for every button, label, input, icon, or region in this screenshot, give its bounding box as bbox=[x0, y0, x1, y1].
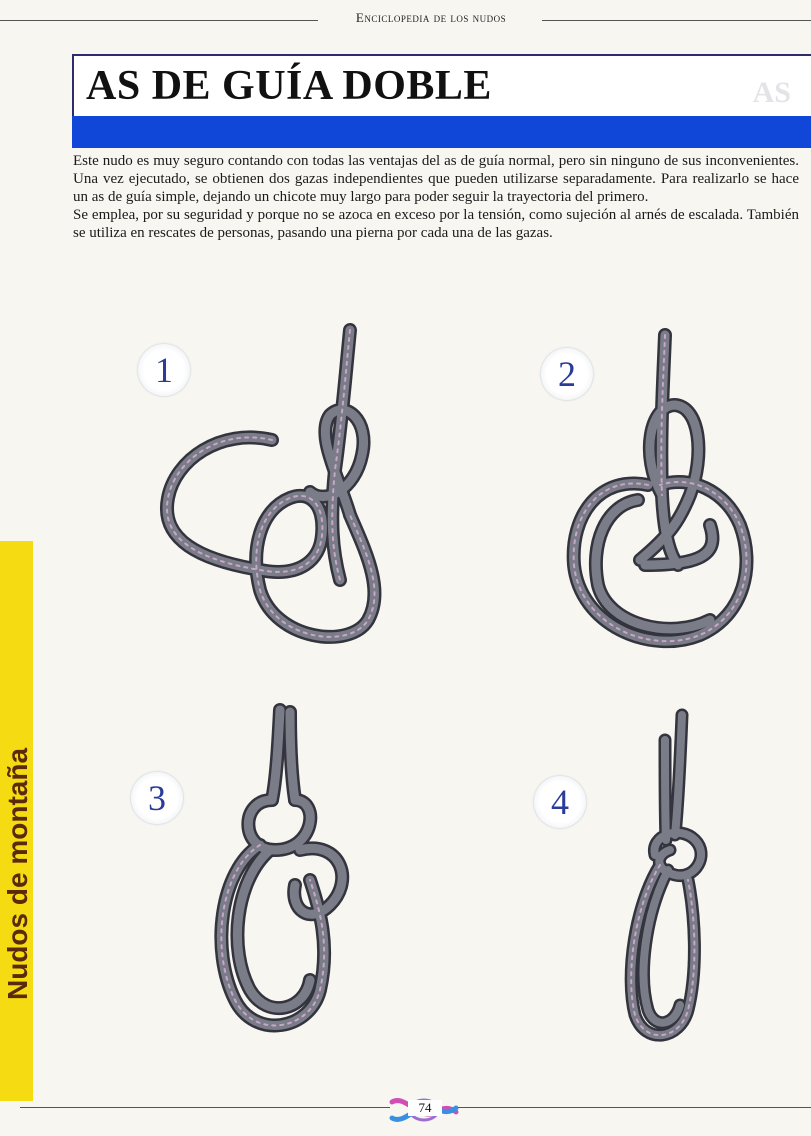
title-box bbox=[72, 54, 811, 118]
section-side-label: Nudos de montaña bbox=[2, 747, 33, 1000]
knot-step-1-illustration bbox=[150, 320, 390, 665]
description-paragraph-1: Este nudo es muy seguro contando con todas las ventajas del as de guía normal, pero sin ninguno de sus inconvenientes. Una vez ejecutado, se obtienen dos gazas independientes que pueden utilizarse separadamente. Para realizarlo se hace un as de guía simple, dejando un chicote muy largo para poder seguir la trayectoria del primero. bbox=[73, 153, 799, 205]
knot-step-2-illustration bbox=[560, 325, 770, 670]
step-badge-1: 1 bbox=[138, 344, 190, 396]
step-badge-2: 2 bbox=[541, 348, 593, 400]
page-number: 74 bbox=[408, 1100, 442, 1116]
page-title: AS DE GUÍA DOBLE bbox=[86, 63, 492, 109]
footer-rule-right bbox=[458, 1107, 811, 1108]
knot-step-3-illustration bbox=[200, 700, 370, 1045]
header-rule-left bbox=[0, 20, 318, 21]
title-accent-bar bbox=[72, 116, 811, 148]
step-badge-3: 3 bbox=[131, 772, 183, 824]
title-ghost-text: AS bbox=[752, 76, 791, 109]
footer-rule-left bbox=[20, 1107, 390, 1108]
step-badge-4: 4 bbox=[534, 776, 586, 828]
running-header: Enciclopedia de los nudos bbox=[355, 10, 507, 25]
knot-step-4-illustration bbox=[610, 705, 720, 1050]
description-text bbox=[73, 152, 799, 242]
description-paragraph-2: Se emplea, por su seguridad y porque no se azoca en exceso por la tensión, como sujeción al arnés de escalada. También se utiliza en rescates de personas, pasando una pierna por cada una de las gazas. bbox=[73, 207, 799, 241]
header-rule-right bbox=[542, 20, 811, 21]
